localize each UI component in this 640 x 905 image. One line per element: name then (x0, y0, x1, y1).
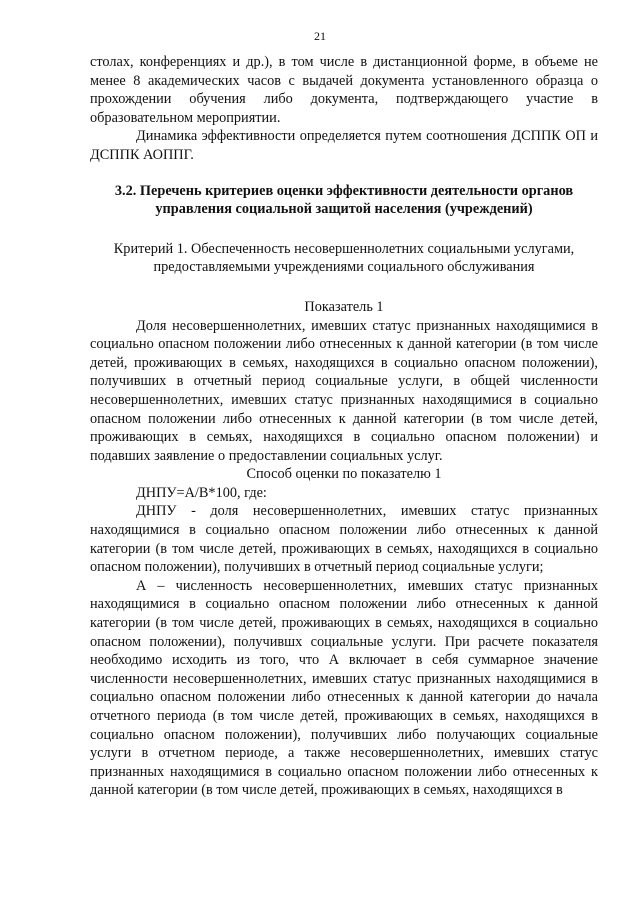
formula: ДНПУ=А/В*100, где: (136, 484, 267, 501)
dynamics-paragraph: Динамика эффективности определяется путем соотношения ДСППК ОП и ДСППК АОППГ. (90, 128, 598, 163)
definition-dnpu: ДНПУ - доля несовершеннолетних, имевших статус признанных находящимися в социально опасном положении либо отнесенных к данной категории (в том числе детей, проживающих в семьях, находящихся в социально опасном положении), получивших в отчетный период социальные услуги; (90, 503, 598, 576)
page-number: 21 (314, 29, 326, 43)
intro-paragraph: столах, конференциях и др.), в том числе в дистанционной форме, в объеме не менее 8 академических часов с выдачей документа установленного образца о прохождении обучения либо документа, подтверждающего участие в образовательном мероприятии. (90, 54, 598, 126)
indicator-title: Показатель 1 (304, 298, 384, 315)
method-title: Способ оценки по показателю 1 (246, 466, 442, 483)
indicator-description: Доля несовершеннолетних, имевших статус признанных находящимися в социально опасном положении либо отнесенных к данной категории (в том числе детей, проживающих в семьях, находящихся в социально опасном положении), получивших в отчетный период социальные услуги, в общей численности несовершеннолетних, имевших статус признанных находящимися в социально опасном положении либо отнесенных к данной категории (в том числе детей, проживающих в семьях, находящихся в социально опасном положении) и подавших заявление о предоставлении социальных услуг. (90, 317, 598, 464)
definition-a: А – численность несовершеннолетних, имевших статус признанных находящимися в социально опасном положении либо отнесенных к данной категории (в том числе детей, проживающих в семьях, находящихся в социально опасном положении), получившх социальные услуги. При расчете показателя необходимо исходить из того, что А включает в себя суммарное значение численности несовершеннолетних, имевших статус признанных находящимися в социально опасном положении либо отнесенных к данной категории до начала отчетного периода (в том числе детей, проживающих в семьях, находящихся в социально опасном положении), получивших либо получающих социальные услуги в отчетном периоде, а также несовершеннолетних, имевших статус признанных находящимися в социально опасном положении либо отнесенных к данной категории (в том числе детей, проживающих в семьях, находящихся в (90, 577, 598, 799)
criterion-heading: Критерий 1. Обеспеченность несовершеннолетних социальными услугами, предоставляемыми учреждениями социального обслуживания (113, 240, 575, 276)
section-title: 3.2. Перечень критериев оценки эффективности деятельности органов управления социальной защитой населения (учреждений) (114, 182, 574, 218)
page-content (90, 53, 598, 800)
